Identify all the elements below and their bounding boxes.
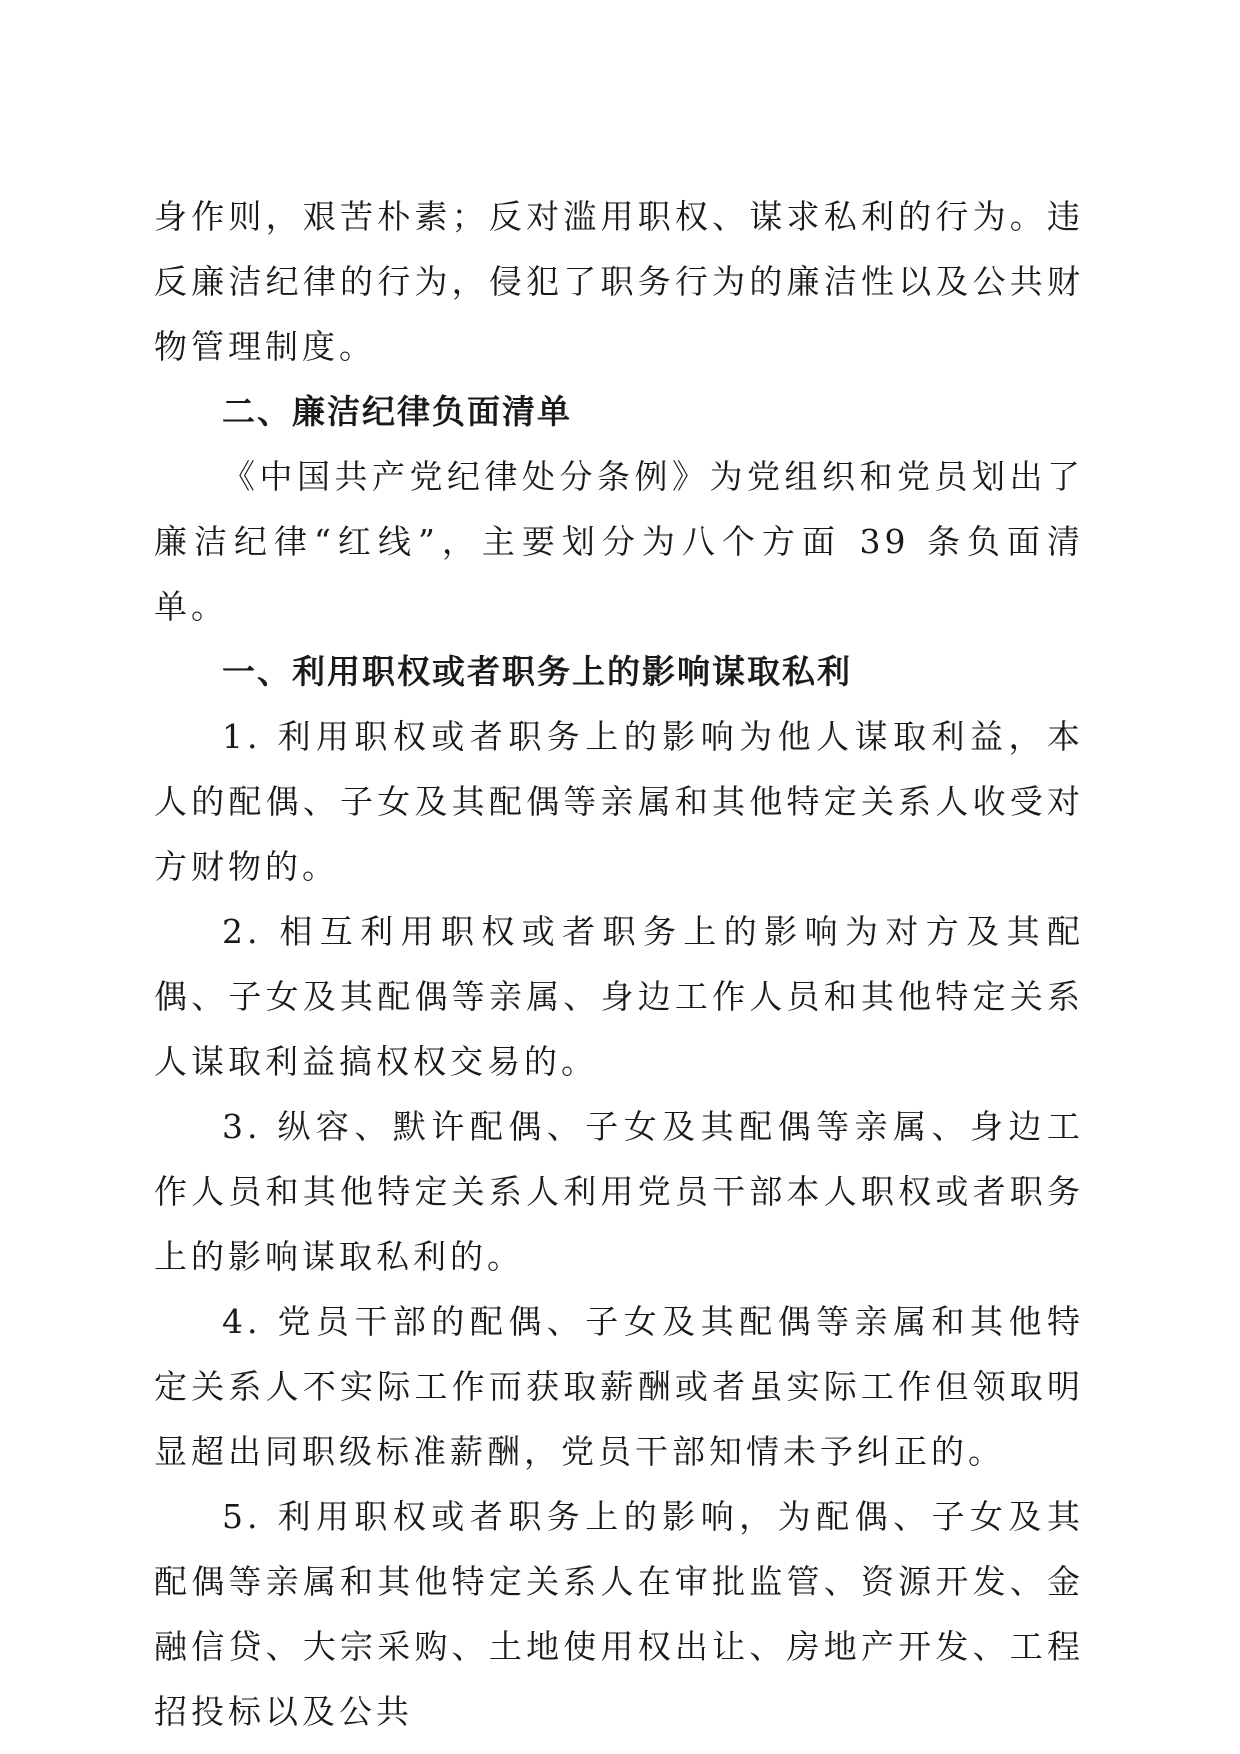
subsection-heading-abuse-of-power: 一、利用职权或者职务上的影响谋取私利 <box>222 652 852 691</box>
paragraph-continuation: 身作则，艰苦朴素；反对滥用职权、谋求私利的行为。违反廉洁纪律的行为，侵犯了职务行为的廉洁性以及公共财物管理制度。 <box>154 197 1084 366</box>
list-item-5: 5. 利用职权或者职务上的影响，为配偶、子女及其配偶等亲属和其他特定关系人在审批监管、资源开发、金融信贷、大宗采购、土地使用权出让、房地产开发、工程招投标以及公共 <box>154 1497 1084 1731</box>
paragraph-intro: 《中国共产党纪律处分条例》为党组织和党员划出了廉洁纪律“红线”，主要划分为八个方面 39 条负面清单。 <box>154 457 1084 626</box>
list-item-1: 1. 利用职权或者职务上的影响为他人谋取利益，本人的配偶、子女及其配偶等亲属和其他特定关系人收受对方财物的。 <box>154 717 1084 886</box>
list-item-2: 2. 相互利用职权或者职务上的影响为对方及其配偶、子女及其配偶等亲属、身边工作人员和其他特定关系人谋取利益搞权权交易的。 <box>154 912 1084 1081</box>
list-item-3: 3. 纵容、默许配偶、子女及其配偶等亲属、身边工作人员和其他特定关系人利用党员干部本人职权或者职务上的影响谋取私利的。 <box>154 1107 1084 1276</box>
section-heading-negative-list: 二、廉洁纪律负面清单 <box>222 392 572 431</box>
list-item-4: 4. 党员干部的配偶、子女及其配偶等亲属和其他特定关系人不实际工作而获取薪酬或者虽实际工作但领取明显超出同职级标准薪酬，党员干部知情未予纠正的。 <box>154 1302 1084 1471</box>
document-body <box>154 184 1084 1744</box>
